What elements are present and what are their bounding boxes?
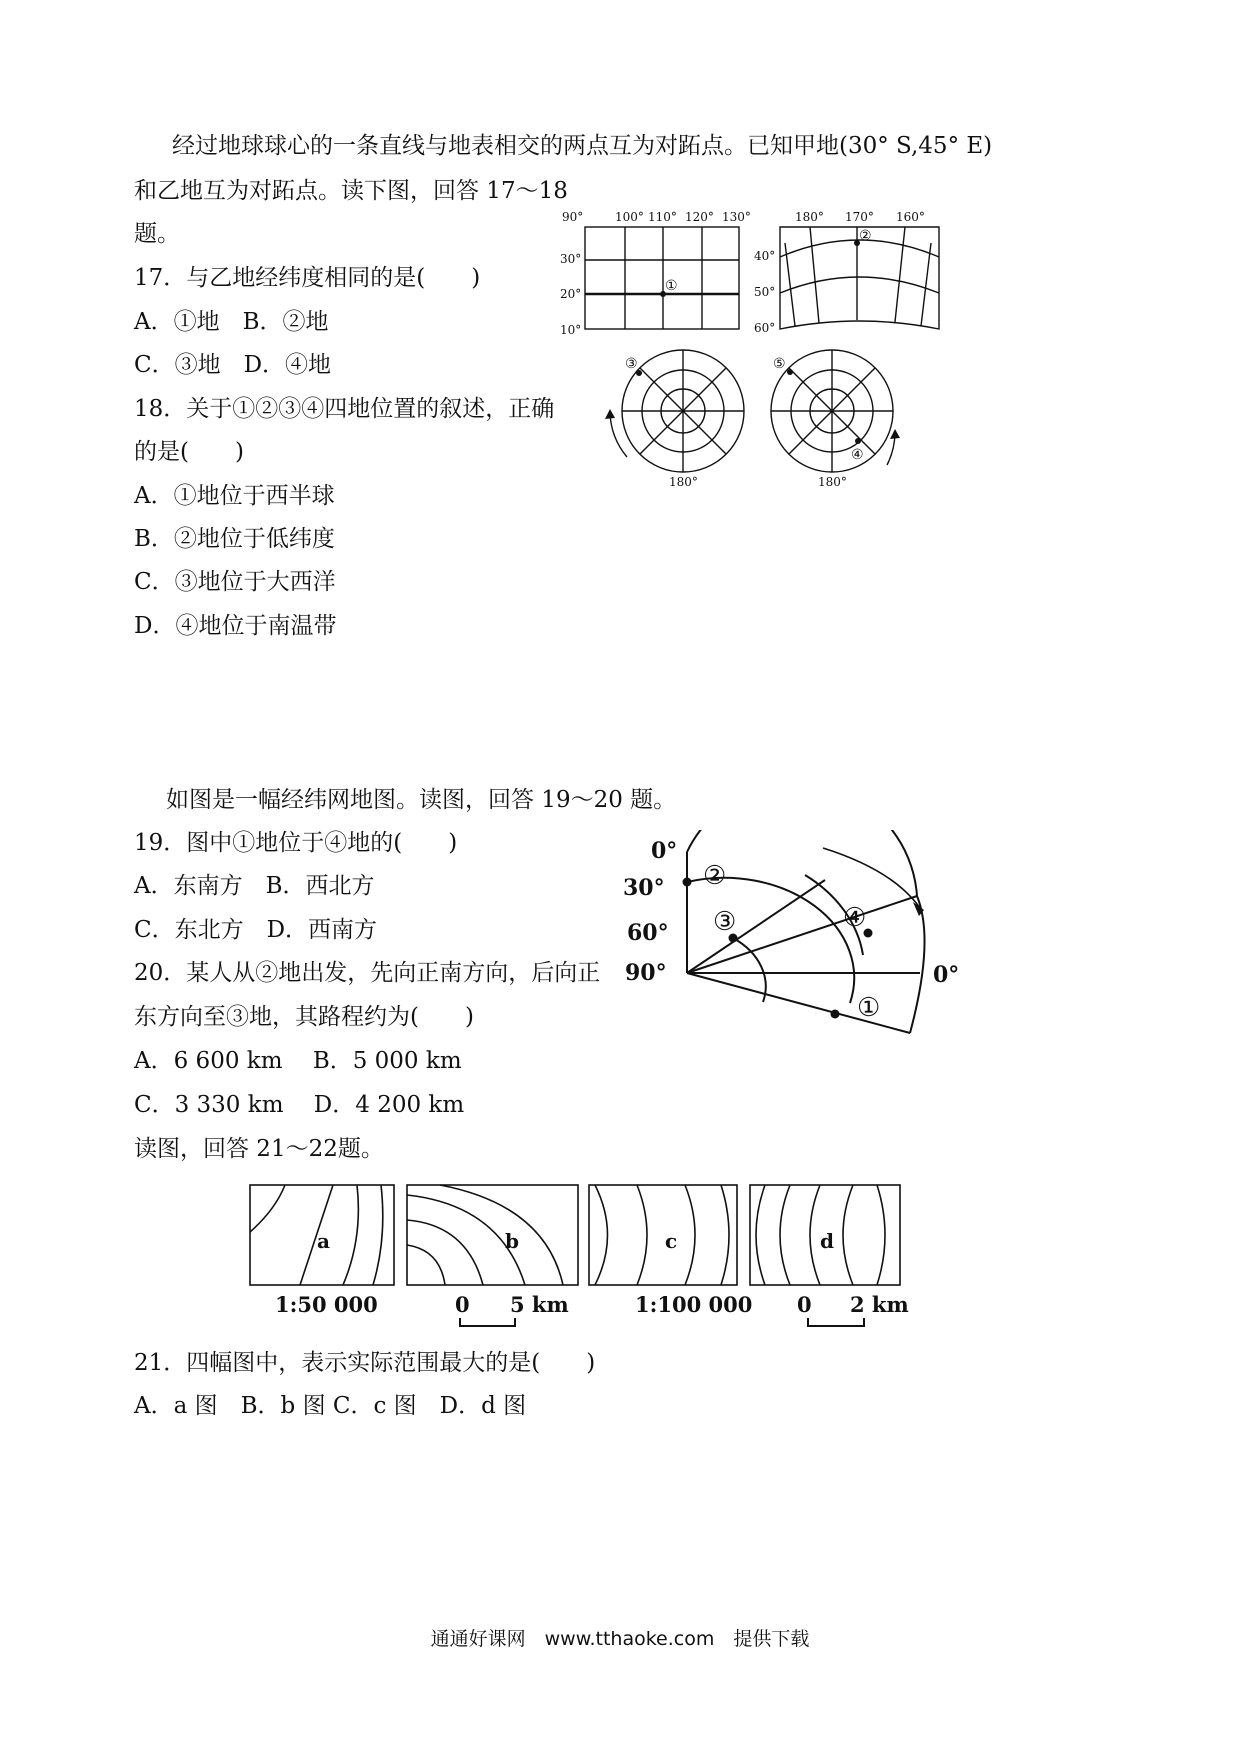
intro-line-3: 题。 [134, 221, 180, 247]
map-b-label: b [505, 1229, 519, 1253]
page-footer: 通通好课网 www.tthaoke.com 提供下载 [430, 1628, 810, 1650]
lat-0: 0° [651, 838, 678, 864]
q21-options: A．a 图 B．b 图 C．c 图 D．d 图 [134, 1393, 527, 1419]
g2-left-2: 60° [754, 321, 776, 335]
intro-2: 如图是一幅经纬网地图。读图，回答 19～20 题。 [166, 787, 677, 813]
lat-30: 30° [623, 875, 665, 901]
intro-line-1: 经过地球球心的一条直线与地表相交的两点互为对跖点。已知甲地(30° S,45° E) [172, 133, 993, 159]
scale-b-zero: 0 [455, 1292, 470, 1317]
intro-3: 读图，回答 21～22题。 [134, 1136, 384, 1162]
question-20-cont: 东方向至③地，其路程约为( ) [134, 1004, 474, 1030]
figure-polar-sector [615, 830, 980, 1045]
q19-options-ab: A．东南方 B．西北方 [134, 873, 375, 899]
g1-left-1: 20° [560, 287, 582, 301]
g2-top-0: 180° [795, 210, 824, 224]
g2-left-0: 40° [754, 249, 776, 263]
lat-60: 60° [627, 920, 669, 946]
scale-d-km: 2 km [850, 1292, 909, 1317]
mark-4: ④ [843, 903, 867, 933]
g1-top-4: 130° [722, 210, 751, 224]
figure-contour-maps [245, 1180, 915, 1340]
map-a-label: a [317, 1229, 330, 1253]
q19-options-cd: C．东北方 D．西南方 [134, 917, 378, 943]
q18-option-b: B．②地位于低纬度 [134, 526, 335, 552]
q18-option-d: D．④地位于南温带 [134, 613, 337, 639]
question-20: 20．某人从②地出发，先向正南方向，后向正 [134, 960, 601, 986]
figure-graticule-set [555, 205, 955, 490]
map-c-label: c [665, 1229, 678, 1253]
question-19: 19．图中①地位于④地的( ) [134, 830, 458, 856]
mark-2: ② [703, 861, 727, 891]
g1-top-0: 90° [562, 210, 584, 224]
mark-1: ① [857, 993, 881, 1023]
scale-c: 1:100 000 [635, 1292, 753, 1317]
q20-options-cd: C．3 330 km D．4 200 km [134, 1092, 465, 1118]
g1-top-1: 100° [615, 210, 644, 224]
intro-line-2: 和乙地互为对跖点。读下图，回答 17～18 [134, 178, 568, 204]
q20-options-ab: A．6 600 km B．5 000 km [134, 1048, 462, 1074]
scale-a: 1:50 000 [275, 1292, 378, 1317]
p2-mark-5: ⑤ [773, 356, 786, 372]
g2-top-2: 160° [896, 210, 925, 224]
q17-options-ab: A．①地 B．②地 [134, 309, 329, 335]
g1-top-3: 120° [685, 210, 714, 224]
g1-left-0: 30° [560, 252, 582, 266]
scale-d-zero: 0 [797, 1292, 812, 1317]
p1-bottom: 180° [669, 475, 698, 489]
g1-top-2: 110° [648, 210, 677, 224]
question-21: 21．四幅图中，表示实际范围最大的是( ) [134, 1350, 596, 1376]
g2-mark: ② [859, 228, 872, 244]
lon-0-right: 0° [933, 962, 960, 988]
lat-90: 90° [625, 960, 667, 986]
scale-b-km: 5 km [510, 1292, 569, 1317]
g2-top-1: 170° [845, 210, 874, 224]
question-18: 18．关于①②③④四地位置的叙述，正确 [134, 396, 555, 422]
question-17: 17．与乙地经纬度相同的是( ) [134, 265, 481, 291]
g2-left-1: 50° [754, 285, 776, 299]
p1-mark: ③ [625, 356, 638, 372]
mark-3: ③ [713, 907, 737, 937]
p2-mark-4: ④ [851, 447, 864, 463]
g1-mark: ① [665, 278, 678, 294]
q18-option-a: A．①地位于西半球 [134, 483, 335, 509]
question-18-cont: 的是( ) [134, 439, 244, 465]
p2-bottom: 180° [818, 475, 847, 489]
g1-left-2: 10° [560, 323, 582, 337]
q18-option-c: C．③地位于大西洋 [134, 569, 336, 595]
q17-options-cd: C．③地 D．④地 [134, 352, 332, 378]
map-d-label: d [820, 1229, 834, 1253]
